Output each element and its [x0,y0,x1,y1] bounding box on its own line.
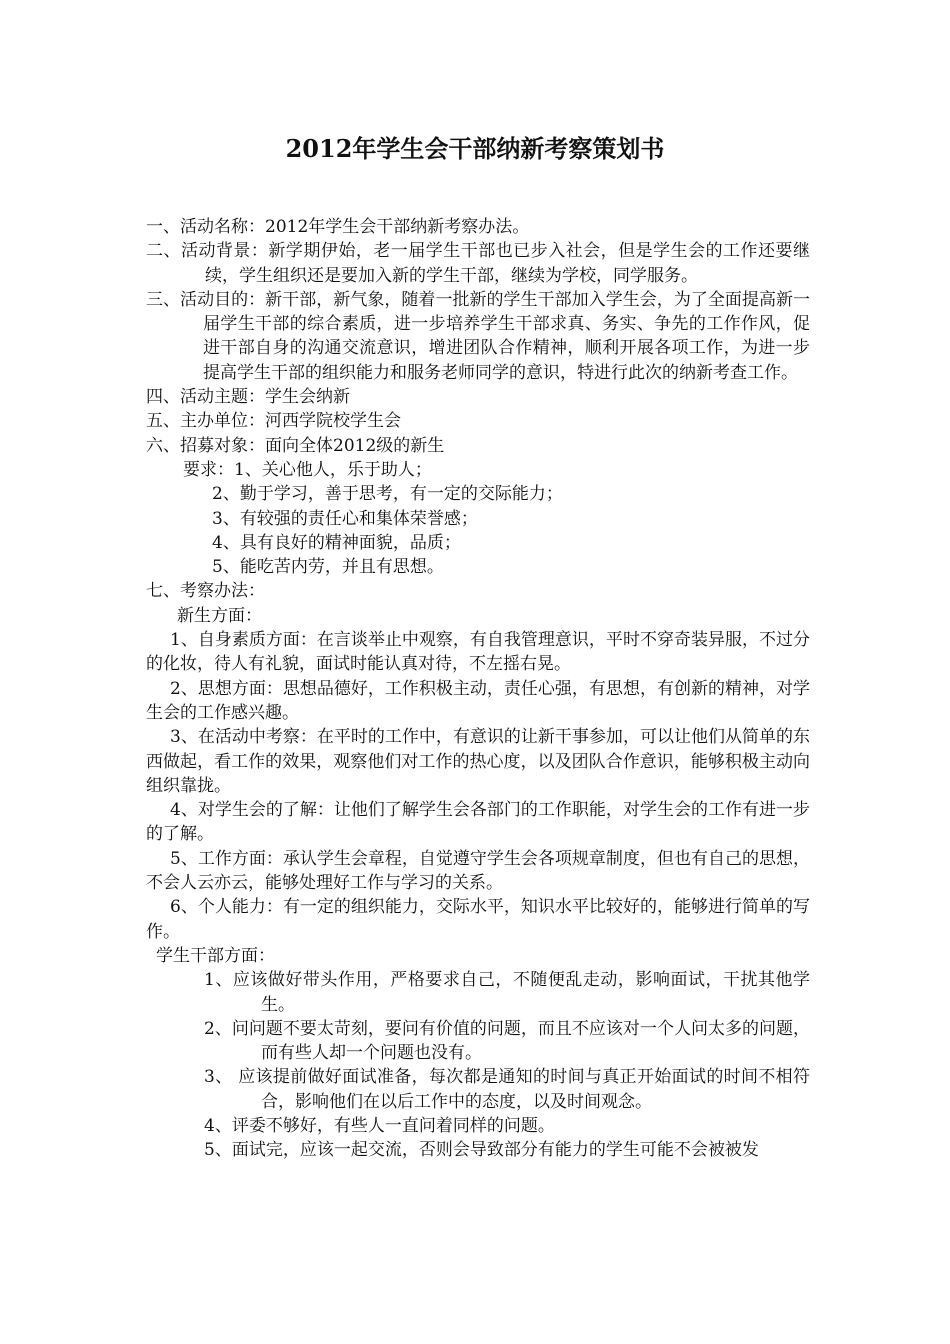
cadres-item: 3、 应该提前做好面试准备，每次都是通知的时间与真正开始面试的时间不相符合，影响他们在以后工作中的态度，以及时间观念。 [204,1067,810,1112]
section-recruit-target: 六、招募对象：面向全体2012级的新生 [146,435,445,456]
section-background: 二、活动背景：新学期伊始，老一届学生干部也已步入社会，但是学生会的工作还要继续，学生组织还是要加入新的学生干部，继续为学校，同学服务。 [146,241,810,286]
freshmen-criterion: 5、工作方面：承认学生会章程，自觉遵守学生会各项规章制度，但也有自己的思想，不会人云亦云，能够处理好工作与学习的关系。 [146,848,810,894]
requirement-item: 要求：1、关心他人，乐于助人； [183,459,432,480]
cadres-item: 5、面试完，应该一起交流，否则会导致部分有能力的学生可能不会被被发 [204,1140,759,1161]
freshmen-criterion: 2、思想方面：思想品德好，工作积极主动，责任心强，有思想，有创新的精神，对学生会的工作感兴趣。 [146,678,810,723]
requirement-item: 5、能吃苦内劳，并且有思想。 [212,557,444,578]
section-organizer: 五、主办单位：河西学院校学生会 [146,411,401,432]
freshmen-heading: 新生方面： [177,605,262,626]
section-method: 七、考察办法： [146,581,265,602]
cadres-item: 2、问问题不要太苛刻，要问有价值的问题，而且不应该对一个人问太多的问题，而有些人却一个问题也没有。 [204,1018,810,1064]
freshmen-criterion: 1、自身素质方面：在言谈举止中观察，有自我管理意识，平时不穿奇装异服，不过分的化妆，待人有礼貌，面试时能认真对待，不左摇右晃。 [146,630,810,675]
cadres-item: 1、应该做好带头作用，严格要求自己，不随便乱走动，影响面试，干扰其他学生。 [204,970,810,1015]
freshmen-criterion: 3、在活动中考察：在平时的工作中，有意识的让新干事参加，可以让他们从简单的东西做起，看工作的效果，观察他们对工作的热心度，以及团队合作意识，能够积极主动向组织靠拢。 [146,727,810,796]
requirement-item: 3、有较强的责任心和集体荣誉感； [212,508,478,529]
section-theme: 四、活动主题：学生会纳新 [146,387,350,408]
freshmen-criterion: 4、对学生会的了解：让他们了解学生会各部门的工作职能，对学生会的工作有进一步的了解。 [146,800,810,845]
section-purpose: 三、活动目的：新干部，新气象，随着一批新的学生干部加入学生会，为了全面提高新一届学生干部的综合素质，进一步培养学生干部求真、务实、争先的工作作风，促进干部自身的沟通交流意识，增进团队合作精神，顺利开展各项工作，为进一步提高学生干部的组织能力和服务老师同学的意识，特进行此次的纳新考查工作。 [146,289,810,383]
document-body [146,215,810,1163]
freshmen-criterion: 6、个人能力：有一定的组织能力，交际水平，知识水平比较好的，能够进行简单的写作。 [146,897,810,942]
section-activity-name: 一、活动名称：2012年学生会干部纳新考察办法。 [146,217,530,237]
cadres-heading: 学生干部方面： [156,945,275,966]
document-title: 2012年学生会干部纳新考察策划书 [285,134,665,163]
requirement-item: 4、具有良好的精神面貌，品质； [212,532,461,553]
requirement-item: 2、勤于学习，善于思考，有一定的交际能力； [212,484,563,505]
cadres-item: 4、评委不够好，有些人一直问着同样的问题。 [204,1115,555,1136]
